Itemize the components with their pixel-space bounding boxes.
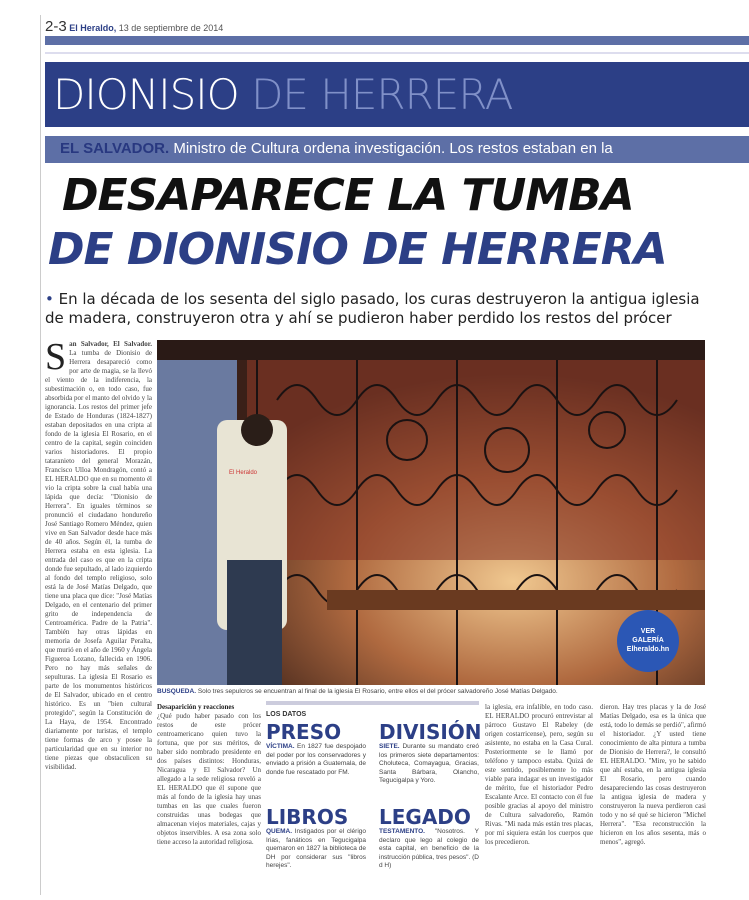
- kicker-place: EL SALVADOR.: [60, 140, 170, 157]
- fact-text: En 1827 fue despojado del poder por los conservadores y enviado a prisión a Guatemala, de donde fue rescatado por FM.: [266, 743, 366, 776]
- publication-date: 13 de septiembre de 2014: [118, 23, 224, 33]
- fact-item: [379, 720, 482, 786]
- page-folio: [45, 18, 223, 35]
- headline-line1: DESAPARECE LA TUMBA: [62, 170, 634, 221]
- box-rule: [266, 701, 479, 705]
- body-text: ¿Qué pudo haber pasado con los restos de este prócer centroamericano quien tuvo la fortuna, que por sus méritos, de haber sido nombrado presidente en dos países distintos: Honduras, Nicaragua y El Salvador? Un allegado a la sede religiosa reveló a EL HERALDO que él supone que más al fondo de la iglesia hay unas tumbas en las que cuales fueron construidas unas bodegas que almacenan viejos materiales, cajas y objetos inservibles. A esa zona solo tiene acceso la autoridad religiosa.: [157, 712, 261, 846]
- top-color-bar: [45, 36, 749, 45]
- page-numbers: 2-3: [45, 18, 67, 35]
- fact-title: DIVISIÓN: [379, 720, 482, 744]
- drop-cap: S: [45, 340, 67, 378]
- article-photo[interactable]: [157, 340, 705, 685]
- photo-caption: [157, 688, 705, 695]
- caption-text: Solo tres sepulcros se encuentran al final de la iglesia El Rosario, entre ellos el del prócer salvadoreño José Matías Delgado.: [197, 688, 558, 695]
- body-column-3: la iglesia, era infalible, en todo caso. EL HERALDO procuró entrevistar al párroco Gustavo El Rabeley (de origen costarricense), pero, según su asistente, no estaba en la Casa Cural. Posteriormente se le llamó por teléfono y tampoco estaba. Quizá de este sentido, posiblemente lo más viable para indagar es un investigador de mérito, fue el historiador Pedro Escalante Arce. El contacto con él fue posible gracias al apoyo del ministro de Cultura salvadoreño, Ramón Rivas. "Mi nada más están tres placas, por mí siquiera están los cuerpos que los precedieron.: [485, 703, 593, 846]
- fact-item: [266, 721, 366, 777]
- body-text: La tumba de Dionisio de Herrera desapareció como por arte de magia, se la llevó el viento de la indiferencia, la subestimación o, en todo caso, fue absorbida por el manto del olvido y la ignorancia. Los restos del primer jefe de Estado de Honduras (1824-1827) estaban depositados en una cripta al fondo de la iglesia El Rosario, en el centro de la capital, según coinciden varios historiadores. El propio tataranieto del general Morazán, Francisco Ulloa Mondragón, contó a EL HERALDO que en su momento él vio la cripta sobre la cual había una lápida que decía: "Dionisio de Herrera". En iguales términos se pronunció el ciudadano hondureño José Santiago Romero Méndez, quien vive en San Salvador desde hace más de 40 años. Según él, la tumba de Herrera estaba en esta iglesia. La entrada del caso es que en la cripta donde fue sepultado, al lado izquierdo al fondo del templo religioso, solo está la de José Matías Delgado, que tiene una placa que dice: "José Matías Delgado, en el centenario del primer grito de independencia de Centroamérica. Padre de la Patria". También hay otras lápidas en memoria de Josefa Aguilar Peralta, que murió en el año de 1960 y Ángela Figueroa Lozano, fallecida en 1906. Pero no hay más señales de sepulturas. La iglesia El Rosario es parte de los monumentos históricos de El Salvador, ubicado en el centro histórico. Es un "bien cultural protegido", según la Constitución de La Haya, de 1954. Encontrado diariamente por turistas, el templo tiene formas de arco y posee la particularidad que en su interior no tiene piezas que obstaculicen su visibilidad.: [45, 349, 152, 771]
- gallery-badge[interactable]: [617, 610, 679, 672]
- fact-item: [266, 806, 366, 871]
- headline-line2: DE DIONISIO DE HERRERA: [48, 224, 667, 275]
- section-banner: [45, 62, 749, 127]
- body-column-4: dieron. Hay tres placas y la de José Matías Delgado, esa es la única que está, todo lo demás se perdió", afirmó el historiador. ¿Y usted tiene conocimiento de alta pintura a tumba de Dionisio de Herrera?, le consultó EL HERALDO. "Mire, yo he sabido que ahí estaba, en la antigua iglesia El Rosario, pero cuando desapareciendo las cosas destruyeron la antigua iglesia de madera y construyeron la nueva perdieron casi todo y no sé qué se hicieron "Michel Herrera". "Esa reconstrucción la hicieron en los años sesenta, más o menos", agregó.: [600, 703, 706, 846]
- fact-item: [379, 806, 479, 871]
- kicker-bar: [45, 136, 749, 163]
- fact-title: PRESO: [266, 720, 342, 744]
- fact-tag: VÍCTIMA.: [266, 743, 295, 750]
- margin-rule: [40, 15, 41, 895]
- deck-text: En la década de los sesenta del siglo pasado, los curas destruyeron la antigua iglesia de madera, construyeron otra y ahí se pudieron haber perdido los restos del prócer: [45, 290, 700, 327]
- body-column-2: [157, 703, 261, 893]
- kicker-text: Ministro de Cultura ordena investigación. Los restos estaban en la: [173, 140, 613, 157]
- badge-line3: Elheraldo.hn: [626, 646, 670, 653]
- fact-text: Durante su mandato creó los primeros siete departamentos: Choluteca, Comayagua, Gracias, Santa Bárbara, Olancho, Tegucigalpa y Yoro.: [379, 743, 479, 784]
- facts-box: [266, 701, 482, 891]
- dateline: an Salvador, El Salvador.: [69, 340, 152, 348]
- fact-text: Instigados por el clérigo Irias, fanáticos en Tegucigalpa quemaron en 1827 la biblioteca de DH por considerar sus "libros herejes".: [266, 828, 367, 869]
- fact-tag: QUEMA.: [266, 828, 292, 835]
- divider: [45, 52, 749, 54]
- fact-title: LEGADO: [379, 805, 471, 829]
- vest-logo: El Heraldo: [229, 470, 258, 476]
- banner-part2: DE HERRERA: [251, 70, 513, 119]
- badge-line1: VER: [640, 628, 656, 635]
- fact-text: "Nosotros. Y declaro que lego al colegio de esta capital, en beneficio de la instrucción pública, tres pesos". (D d H): [379, 828, 479, 869]
- body-column-1: [45, 340, 152, 890]
- subheading: Desaparición y reacciones: [157, 703, 235, 711]
- fact-title: LIBROS: [266, 805, 349, 829]
- deck: [45, 290, 710, 328]
- fact-tag: SIETE.: [379, 743, 400, 750]
- badge-line2: GALERÍA: [632, 637, 664, 644]
- bullet-icon: •: [45, 290, 54, 308]
- facts-label: LOS DATOS: [266, 711, 307, 718]
- caption-label: BÚSQUEDA.: [157, 688, 197, 695]
- fact-tag: TESTAMENTO.: [379, 828, 425, 835]
- publication-name: El Heraldo,: [69, 23, 117, 33]
- banner-part1: DIONISIO: [53, 70, 239, 119]
